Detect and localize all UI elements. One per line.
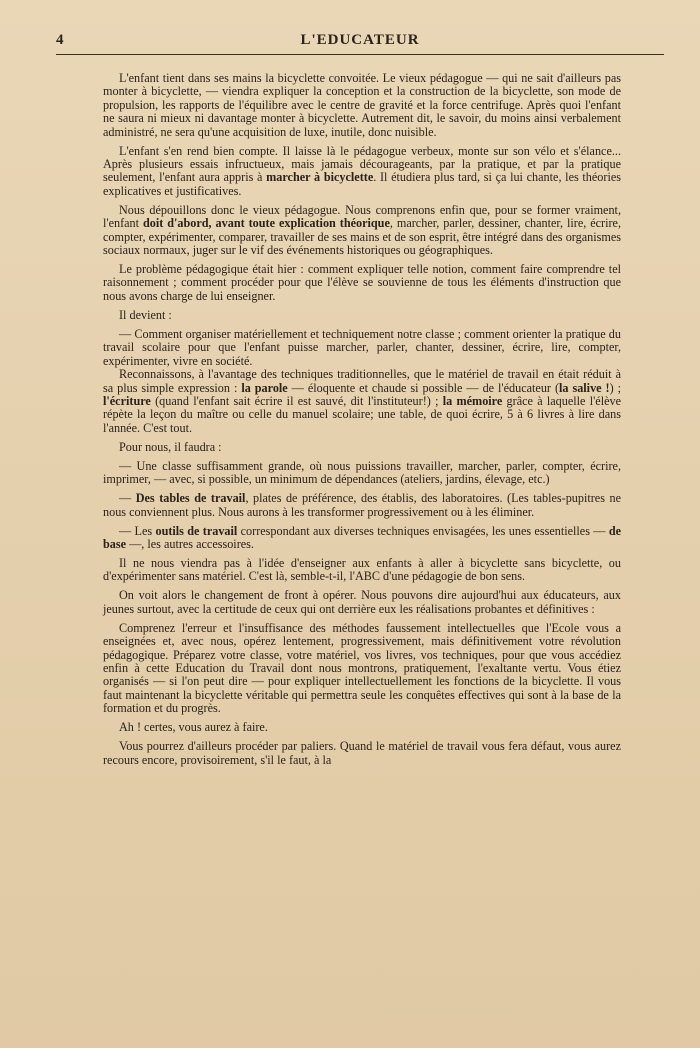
article-body [103,72,621,773]
paragraph-text: Nous dépouillons donc le vieux pédagogue. Nous comprenons enfin que, pour se former vraiment, l'enfant [103,202,621,231]
paragraph-text: , marcher, parler, dessiner, chanter, lire, écrire, compter, expérimenter, comparer, travailler de ses mains et de son esprit, être intégré dans des organismes sociaux normaux, juger sur le vif des événements historiques ou géographiques. [103,216,622,258]
paragraph [103,492,621,519]
paragraph [103,145,621,199]
paragraph [103,460,621,487]
bold-text: la salive ! [559,380,610,395]
paragraph [103,525,621,552]
header-rule [56,54,664,55]
paragraph-text: , plates de préférence, des établis, des laboratoires. (Les tables-pupitres ne nous conviennent plus. Nous aurons à les transformer progressivement ou à les éliminer. [103,491,621,519]
paragraph-text: grâce à laquelle l'élève répète la leçon du maître ou celle du manuel scolaire; une table, de quoi écrire, 5 à 6 livres à lire dans l'année. C'est tout. [103,393,622,435]
paragraph-text: L'enfant tient dans ses mains la bicyclette convoitée. Le vieux pédagogue — qui ne sait d'ailleurs pas monter à bicyclette, — viendra expliquer la conception et la construction de la bicyclette, son mode de propulsion, les rapports de l'équilibre avec le centre de gravité et la force centrifuge. Après quoi l'enfant ne saura ni mieux ni davantage monter à bicyclette. Autrement dit, le savoir, du moins ainsi verbalement administré, ne sera qu'une acquisition de luxe, inutile, donc nuisible. [103,71,621,139]
page-number: 4 [56,32,64,48]
paragraph [103,263,621,303]
paragraph [103,557,621,584]
paragraph-text: correspondant aux diverses techniques envisagées, les unes essentielles — [237,523,609,538]
bold-text: doit d'abord, avant toute explication théorique [142,216,390,231]
paragraph [103,589,621,616]
paragraph-text: (quand l'enfant sait écrire il est sauvé, dit l'instituteur!) ; [150,393,443,408]
paragraph-text: — Une classe suffisamment grande, où nous puissions travailler, marcher, parler, compter, écrire, imprimer, — avec, si possible, un minimum de dépendances (ateliers, jardins, élevage, etc.) [103,458,621,487]
paragraph-text: — Les [119,523,156,538]
paragraph-text: ) ; [609,380,622,395]
paragraph [103,721,621,734]
paragraph-text: Vous pourrez d'ailleurs procéder par paliers. Quand le matériel de travail vous fera défaut, vous aurez recours encore, provisoirement, s'il le faut, à la [103,739,621,767]
bold-text: outils de travail [155,523,238,538]
paragraph-text: Il devient : [119,307,172,322]
paragraph-text: Comprenez l'erreur et l'insuffisance des méthodes faussement intellectuelles que l'Ecole vous a enseignées et, avec nous, opérez lentement, progressivement, mais définitivement votre révolution pédagogique. Préparez votre classe, votre matériel, vos livres, vos techniques, pour que vous accédiez enfin à cette Education du Travail dont nous montrons, pratiquement, l'exaltante vertu. Vous étiez organisés — si l'on peut dire — pour expliquer intellectuellement les fonctions de la bicyclette. Il vous faut maintenant la bicyclette véritable qui permettra seule les conquêtes effectives qui sont à la base de la formation et du progrès. [103,620,621,716]
bold-text: de base [103,523,621,551]
paragraph-text: Le problème pédagogique était hier : comment expliquer telle notion, comment faire comprendre tel raisonnement ; comment procéder pour que l'élève se souvienne de tous les éléments d'instruction que nous avons charge de lui enseigner. [103,262,621,303]
paragraph [103,740,621,767]
journal-title: L'EDUCATEUR [300,32,420,48]
paragraph [103,441,621,454]
paragraph [103,309,621,322]
paragraph-text: — éloquente et chaude si possible — de l'éducateur ( [287,380,560,395]
paragraph-text: . Il étudiera plus tard, si ça lui chante, les théories explicatives et justificatives. [103,170,621,198]
bold-text: l'écriture [103,393,151,408]
paragraph-text: Reconnaissons, à l'avantage des techniques traditionnelles, que le matériel de travail en était réduit à sa plus simple expression : [103,367,621,395]
bold-text: marcher à bicyclette [266,170,374,185]
paragraph [103,72,621,139]
paragraph-text: Ah ! certes, vous aurez à faire. [119,720,268,735]
bold-text: la parole [241,380,288,395]
paragraph [103,204,621,258]
paragraph-text: Il ne nous viendra pas à l'idée d'enseigner aux enfants à aller à bicyclette sans bicyclette, ou d'expérimenter sans matériel. C'est là, semble-t-il, l'ABC d'une pédagogie de bon sens. [103,555,621,584]
paragraph [103,328,621,368]
paragraph-text: On voit alors le changement de front à opérer. Nous pouvons dire aujourd'hui aux éducateurs, aux jeunes surtout, avec la certitude de ceux qui ont derrière eux les réalisations probantes et définitives : [103,588,621,616]
paragraph-text: Pour nous, il faudra : [119,439,222,454]
page-header [56,30,664,52]
bold-text: la mémoire [442,393,503,408]
paragraph [103,368,621,435]
paragraph-text: — [119,491,136,506]
bold-text: Des tables de travail [135,491,246,506]
paragraph [103,622,621,716]
paragraph-text: —, les autres accessoires. [126,536,254,551]
paragraph-text: — Comment organiser matériellement et techniquement notre classe ; comment orienter la pratique du travail scolaire pour que l'enfant puisse marcher, parler, chanter, dessiner, écrire, lire, compter, expérimenter, vivre en société. [103,326,621,368]
paragraph-text: L'enfant s'en rend bien compte. Il laisse là le pédagogue verbeux, monte sur son vélo et s'élance... Après plusieurs essais infructueux, mais jamais décourageants, par la pratique, et par la pratique seulement, l'enfant aura appris à [103,143,621,185]
